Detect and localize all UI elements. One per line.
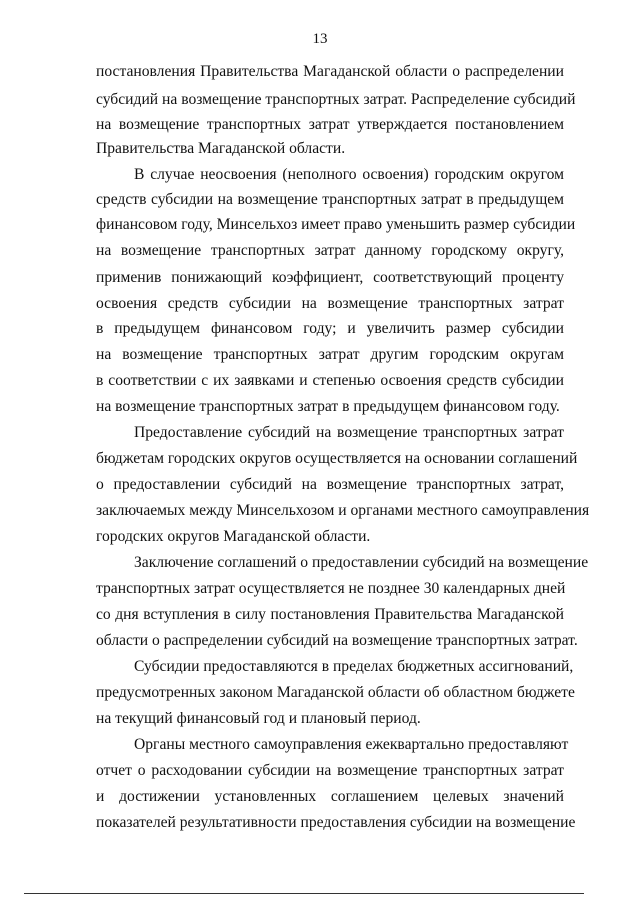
text-line: средств субсидии на возмещение транспортных затрат в предыдущем: [96, 191, 564, 208]
text-line: городских округов Магаданской области.: [96, 528, 371, 545]
text-line: субсидий на возмещение транспортных затрат. Распределение субсидий: [96, 91, 576, 108]
text-line: в предыдущем финансовом году; и увеличить размер субсидии: [96, 320, 564, 337]
text-line: Субсидии предоставляются в пределах бюджетных ассигнований,: [134, 658, 574, 675]
text-line: отчет о расходовании субсидии на возмещение транспортных затрат: [96, 762, 564, 779]
footer-divider: [24, 893, 584, 894]
text-line: заключаемых между Минсельхозом и органами местного самоуправления: [96, 502, 590, 519]
text-line: на текущий финансовый год и плановый период.: [96, 710, 421, 727]
text-line: на возмещение транспортных затрат утверждается постановлением: [96, 116, 564, 133]
page-number: 13: [312, 31, 328, 47]
text-line: постановления Правительства Магаданской области о распределении: [96, 63, 564, 80]
text-line: Правительства Магаданской области.: [96, 140, 346, 157]
text-line: на возмещение транспортных затрат в предыдущем финансовом году.: [96, 398, 560, 415]
text-line: области о распределении субсидий на возмещение транспортных затрат.: [96, 632, 578, 649]
text-line: предусмотренных законом Магаданской области об областном бюджете: [96, 684, 575, 701]
text-line: в соответствии с их заявками и степенью освоения средств субсидии: [96, 372, 564, 389]
text-line: и достижении установленных соглашением целевых значений: [96, 788, 564, 805]
text-line: Заключение соглашений о предоставлении субсидий на возмещение: [134, 554, 589, 571]
text-line: бюджетам городских округов осуществляется на основании соглашений: [96, 450, 578, 467]
text-line: освоения средств субсидии на возмещение транспортных затрат: [96, 295, 564, 312]
text-line: Органы местного самоуправления ежеквартально предоставляют: [134, 736, 569, 753]
text-line: Предоставление субсидий на возмещение транспортных затрат: [134, 424, 564, 441]
text-line: финансовом году, Минсельхоз имеет право уменьшить размер субсидии: [96, 216, 576, 233]
text-line: о предоставлении субсидий на возмещение транспортных затрат,: [96, 476, 564, 493]
text-line: на возмещение транспортных затрат другим городским округам: [96, 346, 564, 363]
text-line: В случае неосвоения (неполного освоения) городским округом: [134, 166, 564, 183]
text-line: показателей результативности предоставления субсидии на возмещение: [96, 814, 576, 831]
text-line: применив понижающий коэффициент, соответствующий проценту: [96, 269, 564, 286]
text-line: на возмещение транспортных затрат данному городскому округу,: [96, 242, 564, 259]
text-line: транспортных затрат осуществляется не позднее 30 календарных дней: [96, 580, 566, 597]
text-line: со дня вступления в силу постановления Правительства Магаданской: [96, 606, 564, 623]
